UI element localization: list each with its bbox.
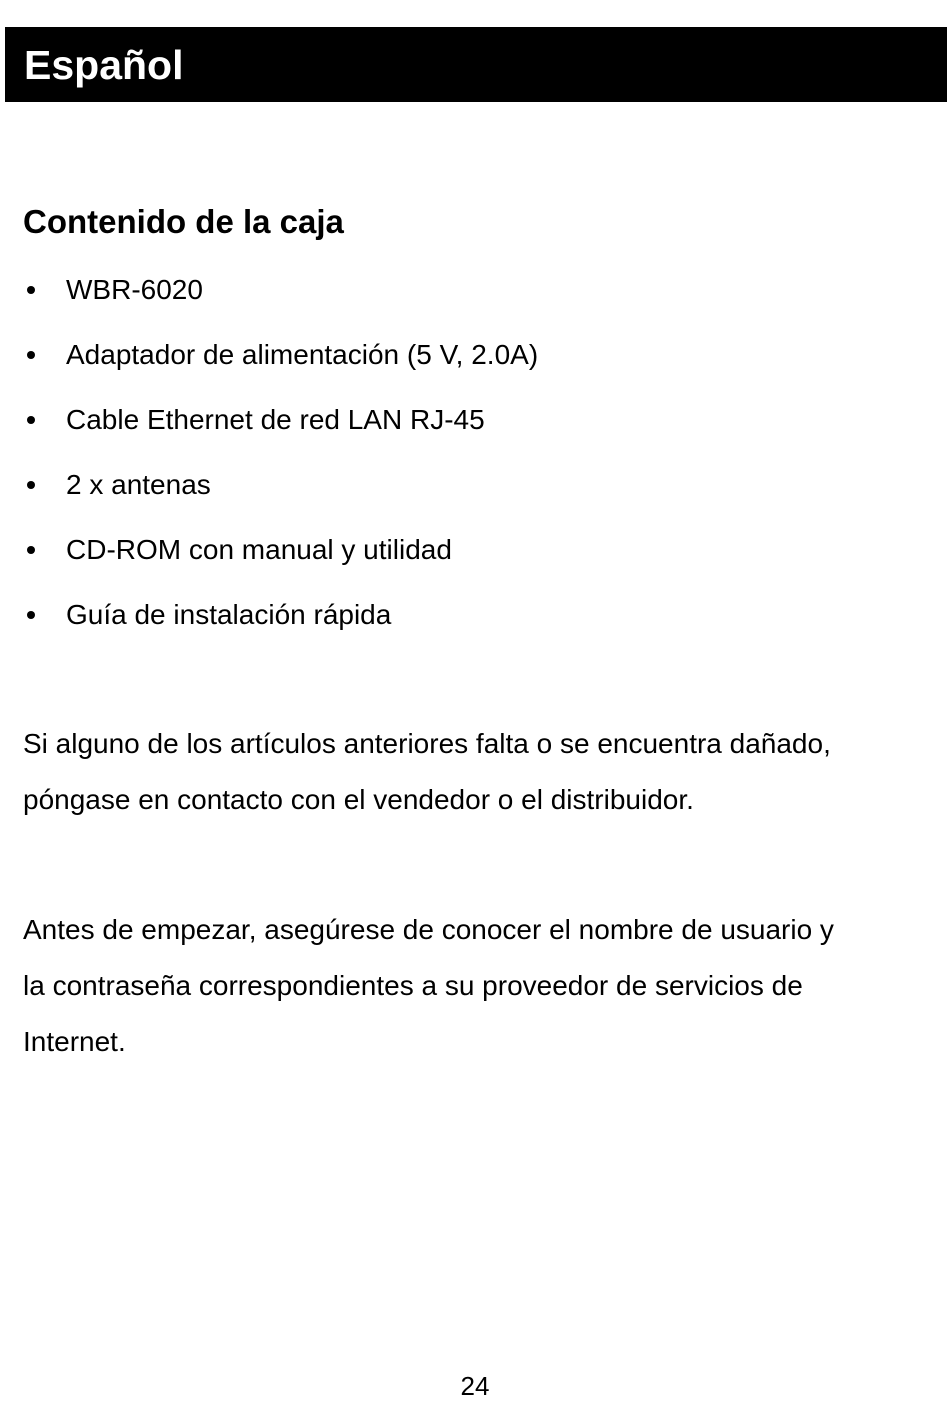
- paragraph-line: la contraseña correspondientes a su proveedor de servicios de: [23, 970, 803, 1001]
- paragraph-line: póngase en contacto con el vendedor o el distribuidor.: [23, 784, 694, 815]
- paragraph-line: Antes de empezar, asegúrese de conocer el nombre de usuario y: [23, 914, 834, 945]
- list-item: [23, 463, 923, 528]
- box-contents-list: [23, 268, 923, 658]
- list-item-text: WBR-6020: [66, 274, 203, 305]
- list-item-text: 2 x antenas: [66, 469, 211, 500]
- list-item: [23, 333, 923, 398]
- language-title: Español: [24, 42, 184, 88]
- bullet-icon: [27, 351, 35, 359]
- missing-items-paragraph: [23, 716, 943, 828]
- page-number: 24: [460, 1371, 490, 1401]
- bullet-icon: [27, 286, 35, 294]
- list-item-text: Guía de instalación rápida: [66, 599, 392, 630]
- list-item-text: Cable Ethernet de red LAN RJ-45: [66, 404, 485, 435]
- list-item: [23, 593, 923, 658]
- paragraph-line: Si alguno de los artículos anteriores falta o se encuentra dañado,: [23, 728, 831, 759]
- list-item-text: CD-ROM con manual y utilidad: [66, 534, 452, 565]
- list-item: [23, 398, 923, 463]
- bullet-icon: [27, 611, 35, 619]
- list-item: [23, 528, 923, 593]
- bullet-icon: [27, 481, 35, 489]
- list-item: [23, 268, 923, 333]
- bullet-icon: [27, 416, 35, 424]
- language-banner: [5, 27, 947, 102]
- bullet-icon: [27, 546, 35, 554]
- list-item-text: Adaptador de alimentación (5 V, 2.0A): [66, 339, 539, 370]
- before-start-paragraph: [23, 902, 943, 1070]
- paragraph-line: Internet.: [23, 1026, 126, 1057]
- section-heading-box-contents: Contenido de la caja: [23, 203, 344, 240]
